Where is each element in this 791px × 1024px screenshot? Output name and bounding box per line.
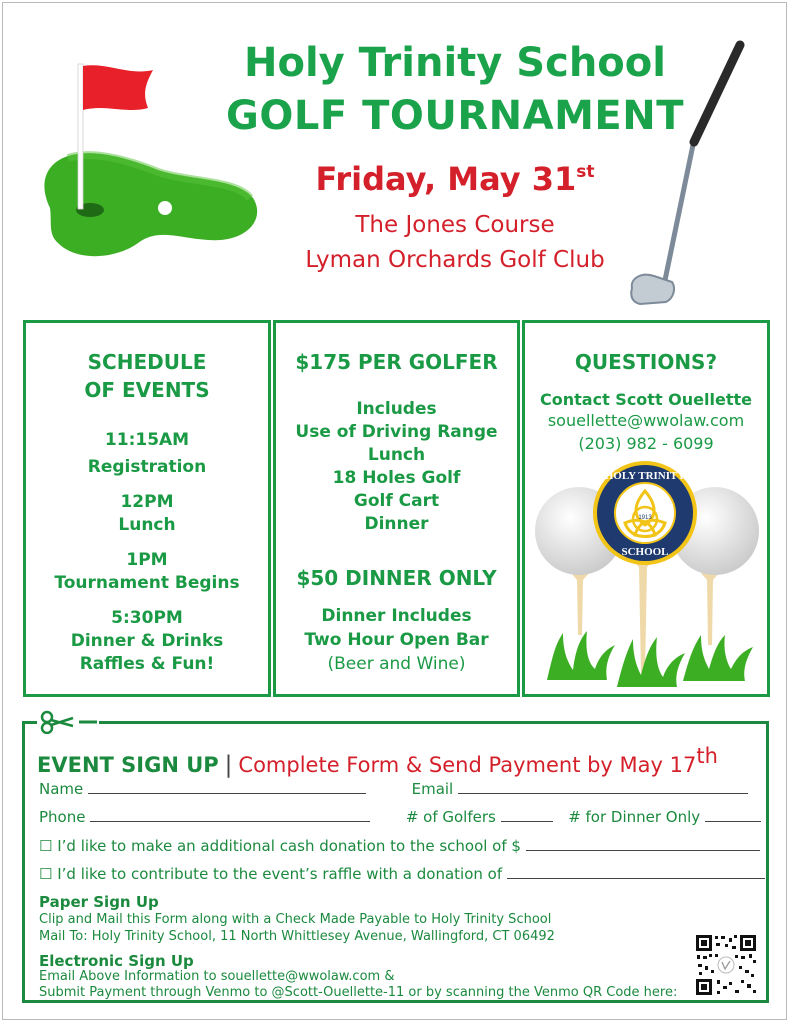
includes-item: Dinner [364,514,429,534]
golfers-label: # of Golfers [405,808,496,826]
includes-item: Includes [356,399,437,419]
event-time: 5:30PM [111,608,183,628]
schedule-event [26,549,268,595]
dinner-count-label: # for Dinner Only [568,808,701,826]
golfer-price-heading: $175 PER GOLFER [295,350,498,374]
includes-item: Lunch [367,445,426,465]
raffle-donation-label[interactable]: ☐ I’d like to contribute to the event’s raffle with a donation of [39,865,503,883]
schedule-event [26,607,268,676]
logo-year: 1913 [638,515,652,521]
flag-icon [83,65,153,110]
electronic-signup-heading: Electronic Sign Up [39,952,194,970]
includes-item: Golf Cart [353,491,440,511]
cash-donation-label[interactable]: ☐ I’d like to make an additional cash donation to the school of $ [39,837,521,855]
grass-right [683,635,753,681]
name-label: Name [39,780,84,798]
event-time: 1PM [126,550,168,570]
phone-field[interactable] [90,807,370,822]
golf-ball [158,201,172,215]
phone-label: Phone [39,808,86,826]
logo-top-text: HOLY TRINITY [604,470,686,482]
name-email-row [39,779,748,798]
schedule-event [26,491,268,537]
dinner-note: (Beer and Wine) [327,654,466,674]
signup-heading: EVENT SIGN UP [37,753,219,777]
golf-green-flag-illustration [38,58,264,274]
dinner-price-heading: $50 DINNER ONLY [296,566,497,590]
includes-item: Use of Driving Range [295,422,498,442]
signup-subheading: Complete Form & Send Payment by May 17 [238,753,697,777]
electronic-signup-line2: Submit Payment through Venmo to @Scott-Ouellette-11 or by scanning the Venmo QR Code here: [39,985,678,1000]
tournament-title-line2: GOLF TOURNAMENT [226,93,684,139]
event-item: Raffles & Fun! [79,654,215,674]
dinner-item: Dinner Includes [321,606,472,626]
schedule-heading-line1: SCHEDULE [87,350,207,374]
event-item: Registration [87,457,207,477]
heading-divider: | [224,752,233,778]
school-logo [593,461,697,565]
tee-left [571,573,589,635]
venue-club: Lyman Orchards Golf Club [305,247,605,273]
cash-donation-field[interactable] [526,836,760,851]
cash-donation-row [39,836,760,855]
scissor-gap [37,710,99,734]
phone-golfers-row [39,807,761,826]
paper-signup-heading: Paper Sign Up [39,893,159,911]
flagpole [78,64,83,209]
schedule-panel [23,320,271,697]
tournament-title-line1: Holy Trinity School [244,40,666,86]
questions-heading: QUESTIONS? [574,350,718,374]
contact-name: Contact Scott Ouellette [540,390,752,409]
paper-signup-line2: Mail To: Holy Trinity School, 11 North Whittlesey Avenue, Wallingford, CT 06492 [39,929,555,944]
event-item: Dinner & Drinks [70,631,224,651]
dinner-item: Two Hour Open Bar [304,630,489,650]
dinner-count-field[interactable] [705,807,761,822]
venmo-qr-code[interactable] [695,934,757,996]
scissors-icon [37,710,99,734]
golf-balls-logo-illustration [533,455,759,695]
electronic-signup-line1: Email Above Information to souellette@wwolaw.com & [39,969,395,984]
signup-form [22,721,769,1003]
logo-bottom-text: SCHOOL [621,546,669,558]
signup-subheading-suffix: th [696,744,718,768]
includes-item: 18 Holes Golf [332,468,461,488]
schedule-event [26,429,268,479]
golfer-includes-list [276,398,517,536]
schedule-heading [26,348,268,404]
grass-center [617,637,685,687]
event-date-suffix: st [576,162,595,182]
email-label: Email [411,780,454,798]
event-date [285,160,625,198]
email-field[interactable] [458,779,748,794]
event-time: 11:15AM [104,430,190,450]
raffle-donation-row [39,864,765,883]
name-field[interactable] [88,779,366,794]
event-time: 12PM [120,492,174,512]
tee-right [701,573,719,645]
pricing-panel [273,320,520,697]
signup-heading-row [37,744,718,778]
paper-signup-line1: Clip and Mail this Form along with a Check Made Payable to Holy Trinity School [39,912,552,927]
event-item: Tournament Begins [54,573,240,593]
raffle-donation-field[interactable] [507,864,765,879]
dinner-includes-list [276,604,517,676]
event-date-main: Friday, May 31 [315,160,577,198]
grass-left [547,631,615,680]
schedule-heading-line2: OF EVENTS [84,378,210,402]
golfers-count-field[interactable] [501,807,553,822]
venue-course: The Jones Course [355,212,555,238]
event-item: Lunch [118,515,176,535]
contact-phone: (203) 982 - 6099 [578,434,714,453]
contact-email[interactable]: souellette@wwolaw.com [547,411,745,430]
